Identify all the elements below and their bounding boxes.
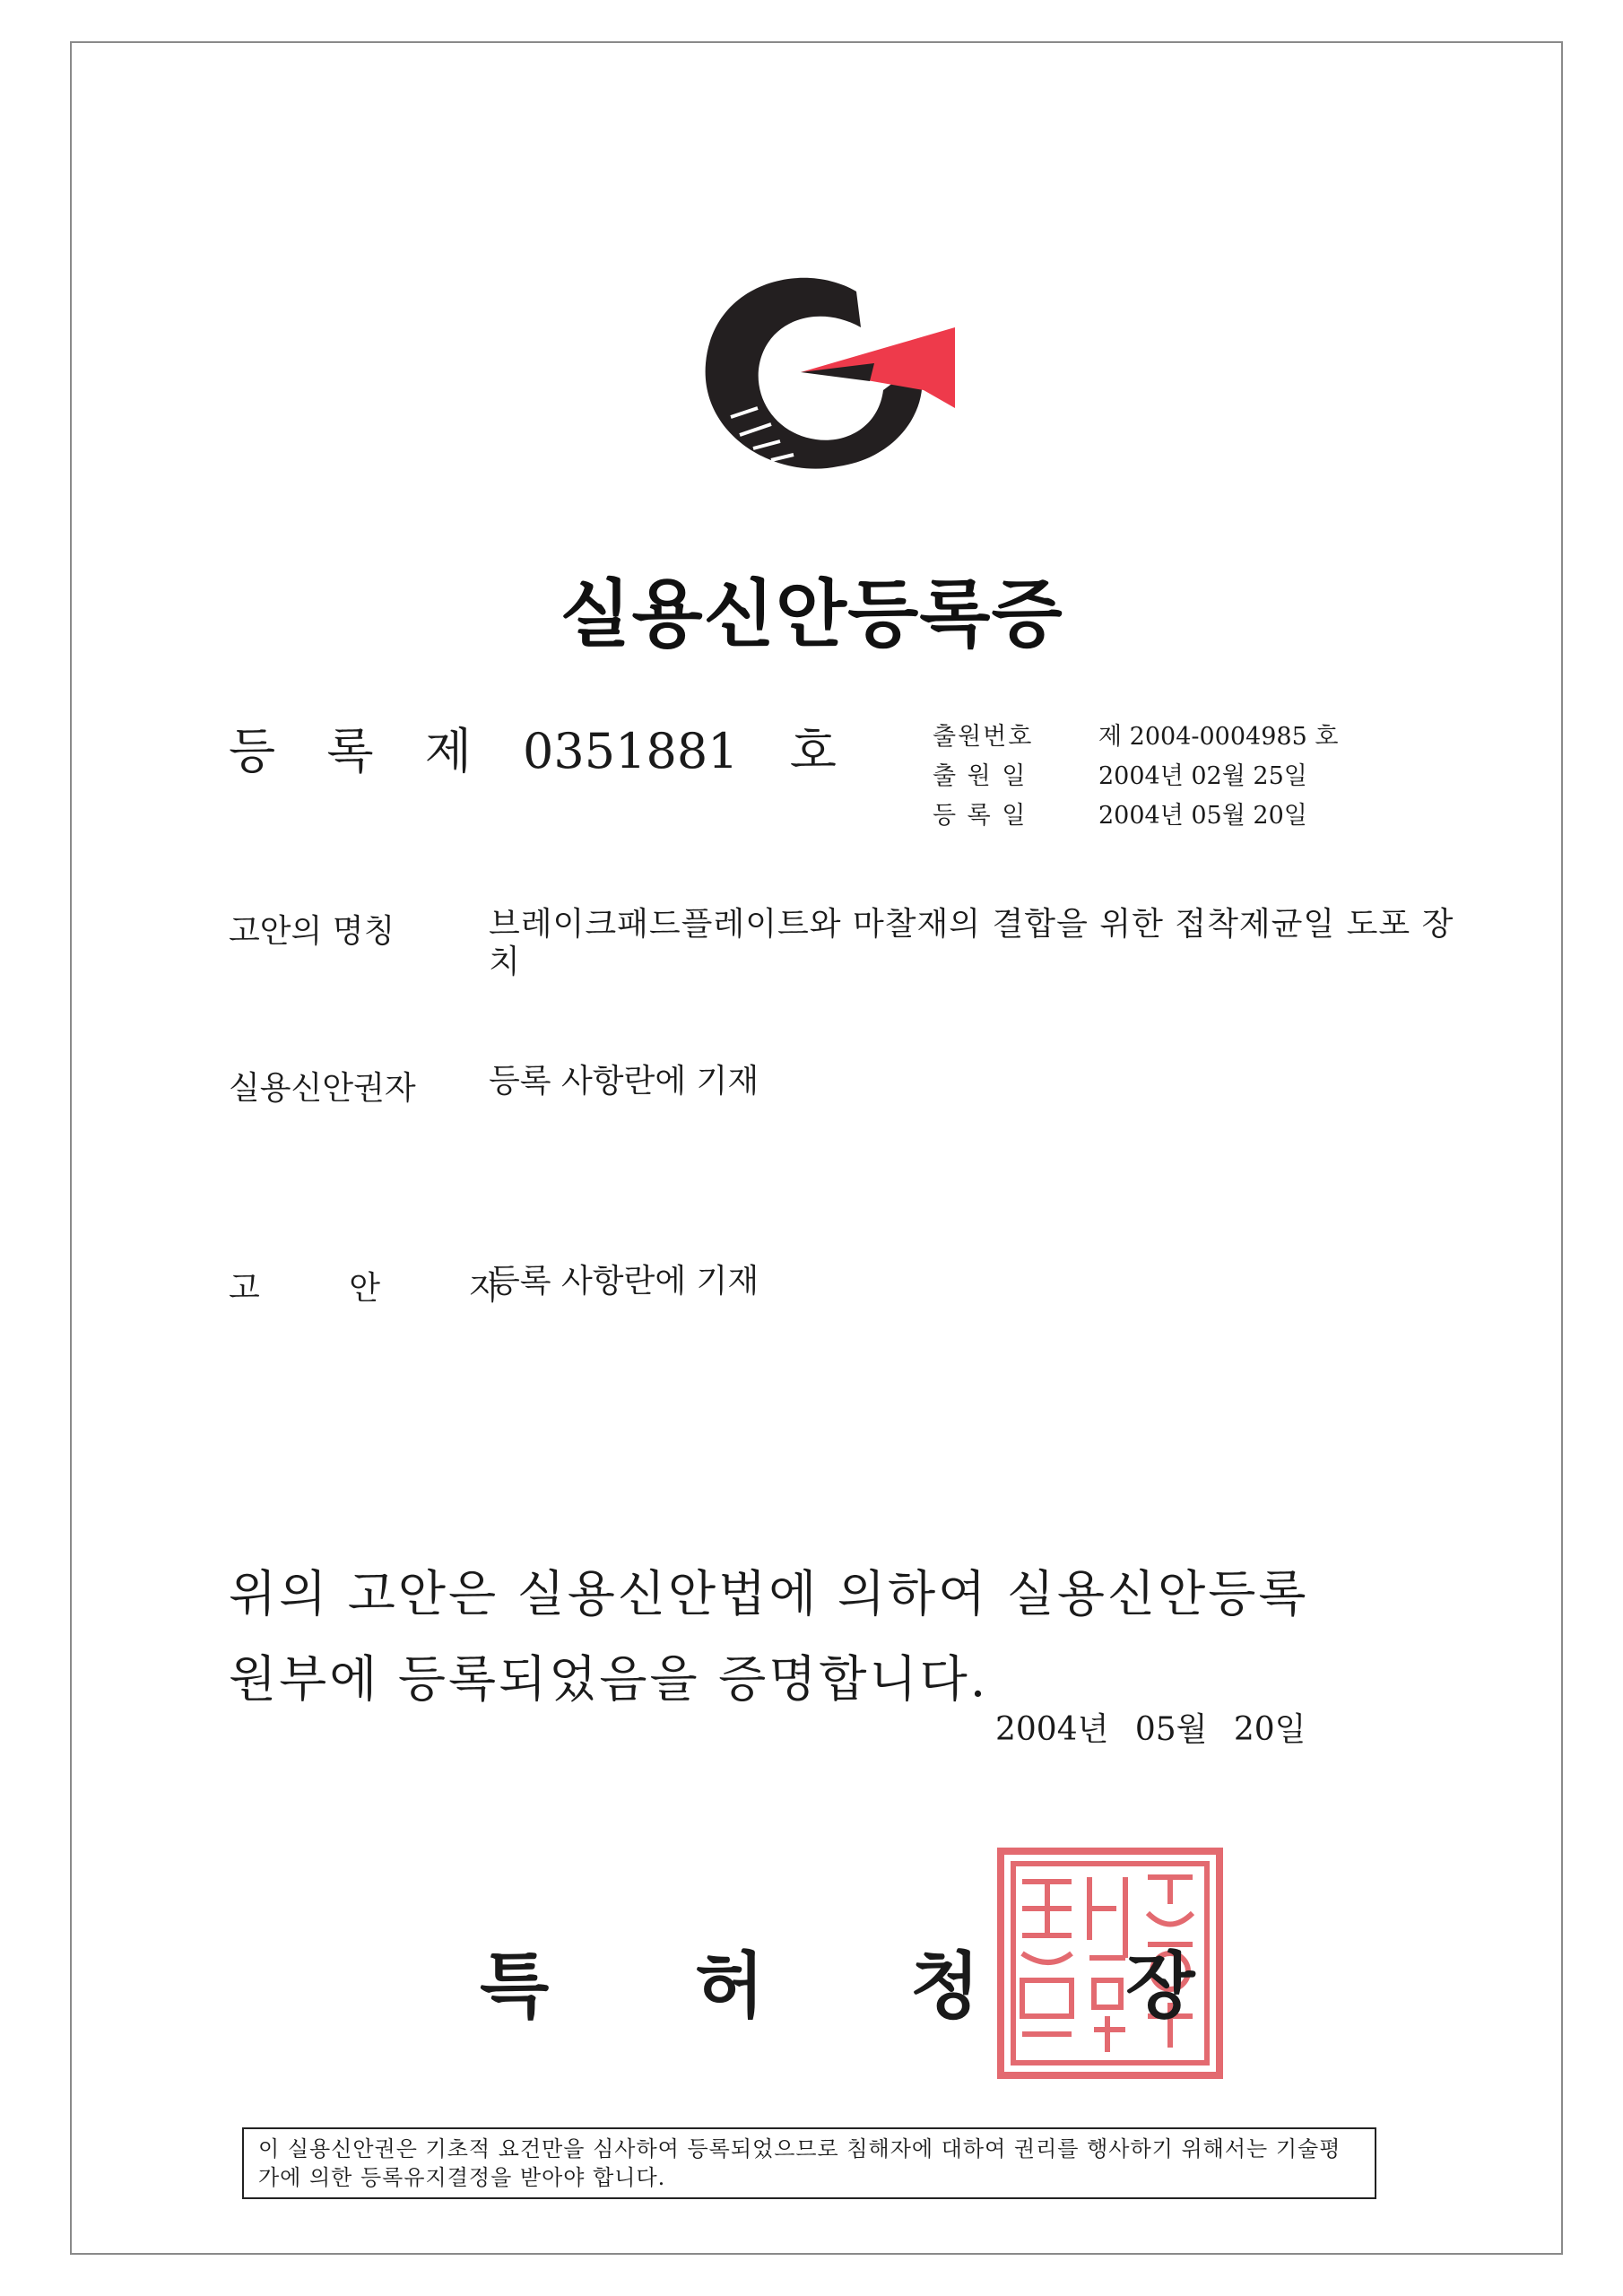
application-number-row (933, 718, 1338, 757)
registration-date-label: 등 록 일 (933, 802, 1028, 830)
legal-notice-box: 이 실용신안권은 기초적 요건만을 심사하여 등록되었으므로 침해자에 대하여 권리를 행사하기 위해서는 기술평가에 의한 등록유지결정을 받아야 합니다. (242, 2127, 1376, 2199)
registration-number: 0351881 (523, 723, 739, 779)
creator-label: 고 안 자 (229, 1270, 541, 1307)
rights-holder-value: 등록 사항란에 기재 (489, 1063, 759, 1100)
government-emblem-logo (695, 256, 973, 489)
rights-holder-field (229, 1063, 759, 1109)
registration-prefix-2: 록 (326, 723, 374, 779)
registration-prefix-3: 제 (424, 723, 472, 779)
registration-number-line (229, 713, 837, 782)
application-date-row (933, 757, 1338, 796)
certification-statement (229, 1552, 1309, 1722)
application-number-label: 출원번호 (933, 723, 1034, 751)
application-number-value: 제 2004-0004985 호 (1098, 723, 1339, 751)
issue-date: 2004년 05월 20일 (995, 1711, 1306, 1748)
registration-suffix: 호 (789, 723, 837, 779)
rights-holder-label: 실용신안권자 (229, 1070, 416, 1107)
registration-prefix-1: 등 (229, 723, 276, 779)
statement-line-1: 위의 고안은 실용신안법에 의하여 실용신안등록 (229, 1565, 1309, 1622)
application-info (933, 718, 1338, 836)
statement-line-2: 원부에 등록되었음을 증명합니다. (229, 1650, 989, 1708)
application-date-value: 2004년 02월 25일 (1098, 762, 1307, 790)
invention-title-label: 고안의 명칭 (229, 913, 395, 950)
certificate-title: 실용신안등록증 (560, 572, 1063, 657)
registration-date-row (933, 796, 1338, 836)
application-date-label: 출 원 일 (933, 762, 1028, 790)
invention-title-value: 브레이크패드플레이트와 마찰재의 결합을 위한 접착제균일 도포 장치 (489, 906, 1454, 980)
creator-field (229, 1263, 759, 1309)
creator-value: 등록 사항란에 기재 (489, 1263, 759, 1300)
issuing-authority: 특 허 청 장 (480, 1944, 1195, 2028)
invention-title-field (229, 906, 1457, 981)
registration-date-value: 2004년 05월 20일 (1098, 802, 1307, 830)
